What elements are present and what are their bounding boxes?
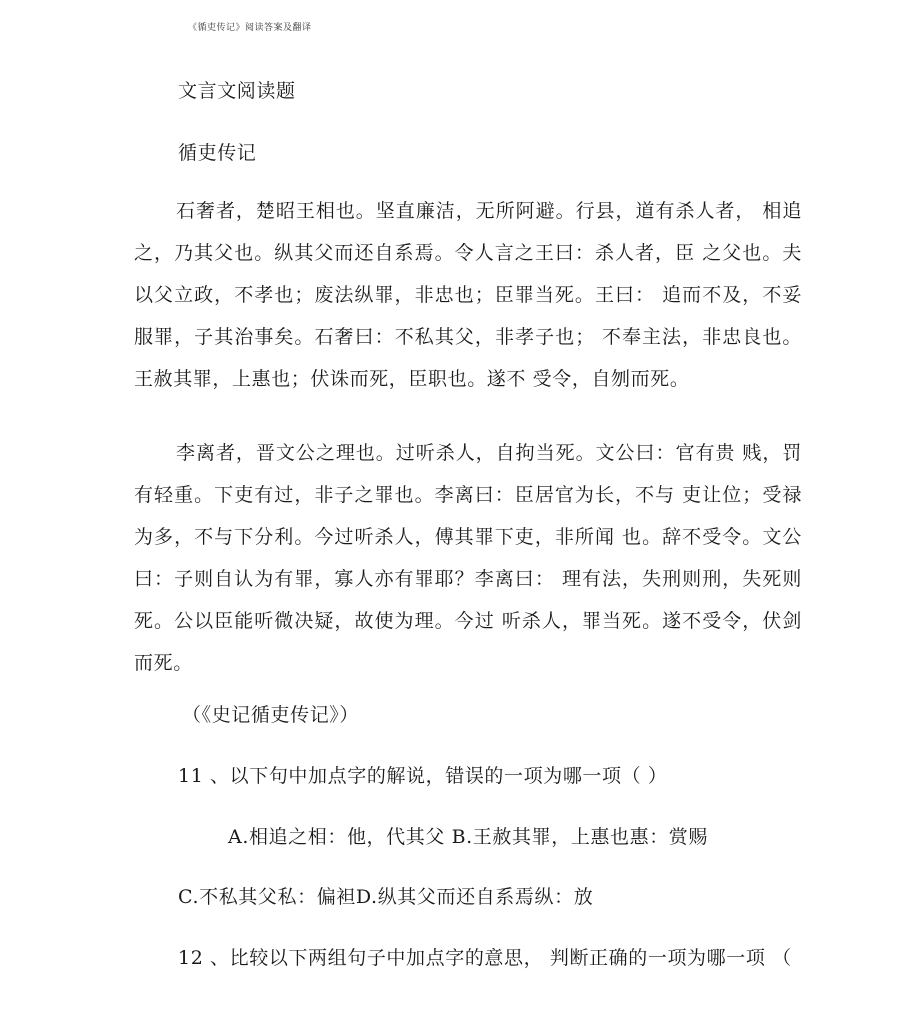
running-header: 《循吏传记》阅读答案及翻译 <box>188 23 312 33</box>
question-11-options-ab: A.相追之相：他，代其父 B.王赦其罪，上惠也惠：赏赐 <box>228 826 709 848</box>
question-11-stem: 11 、以下句中加点字的解说，错误的一项为哪一项（ ） <box>178 765 668 787</box>
text-title: 循吏传记 <box>178 142 257 164</box>
question-12-stem: 12 、比较以下两组句子中加点字的意思， 判断正确的一项为哪一项 （ <box>178 947 792 969</box>
passage-source: （《史记循吏传记》） <box>182 704 360 726</box>
question-11-options-cd: C.不私其父私：偏袒D.纵其父而还自系焉纵：放 <box>178 886 594 908</box>
passage-paragraph-1: 石奢者，楚昭王相也。坚直廉洁，无所阿避。行县，道有杀人者， 相追之，乃其父也。纵其父而还自系焉。令人言之王曰：杀人者，臣 之父也。夫以父立政，不孝也；废法纵罪，非忠也；臣罪当死。王曰： 追而不及，不妥服罪，子其治事矣。石奢曰：不私其父，非孝子也； 不奉主法，非忠良也。王赦其罪，上惠也；伏诛而死，臣职也。遂不 受令，自刎而死。 <box>134 200 802 390</box>
section-title: 文言文阅读题 <box>178 80 296 102</box>
passage-paragraph-2: 李离者，晋文公之理也。过听杀人，自拘当死。文公曰：官有贵 贱，罚有轻重。下吏有过，非子之罪也。李离曰：臣居官为长，不与 吏让位；受禄为多，不与下分利。今过听杀人，傅其罪下吏，非所闻 也。辞不受令。文公曰：子则自认为有罪，寡人亦有罪耶？李离曰： 理有法，失刑则刑，失死则死。公以臣能听微决疑，故使为理。今过 听杀人，罪当死。遂不受令，伏剑而死。 <box>134 442 802 674</box>
